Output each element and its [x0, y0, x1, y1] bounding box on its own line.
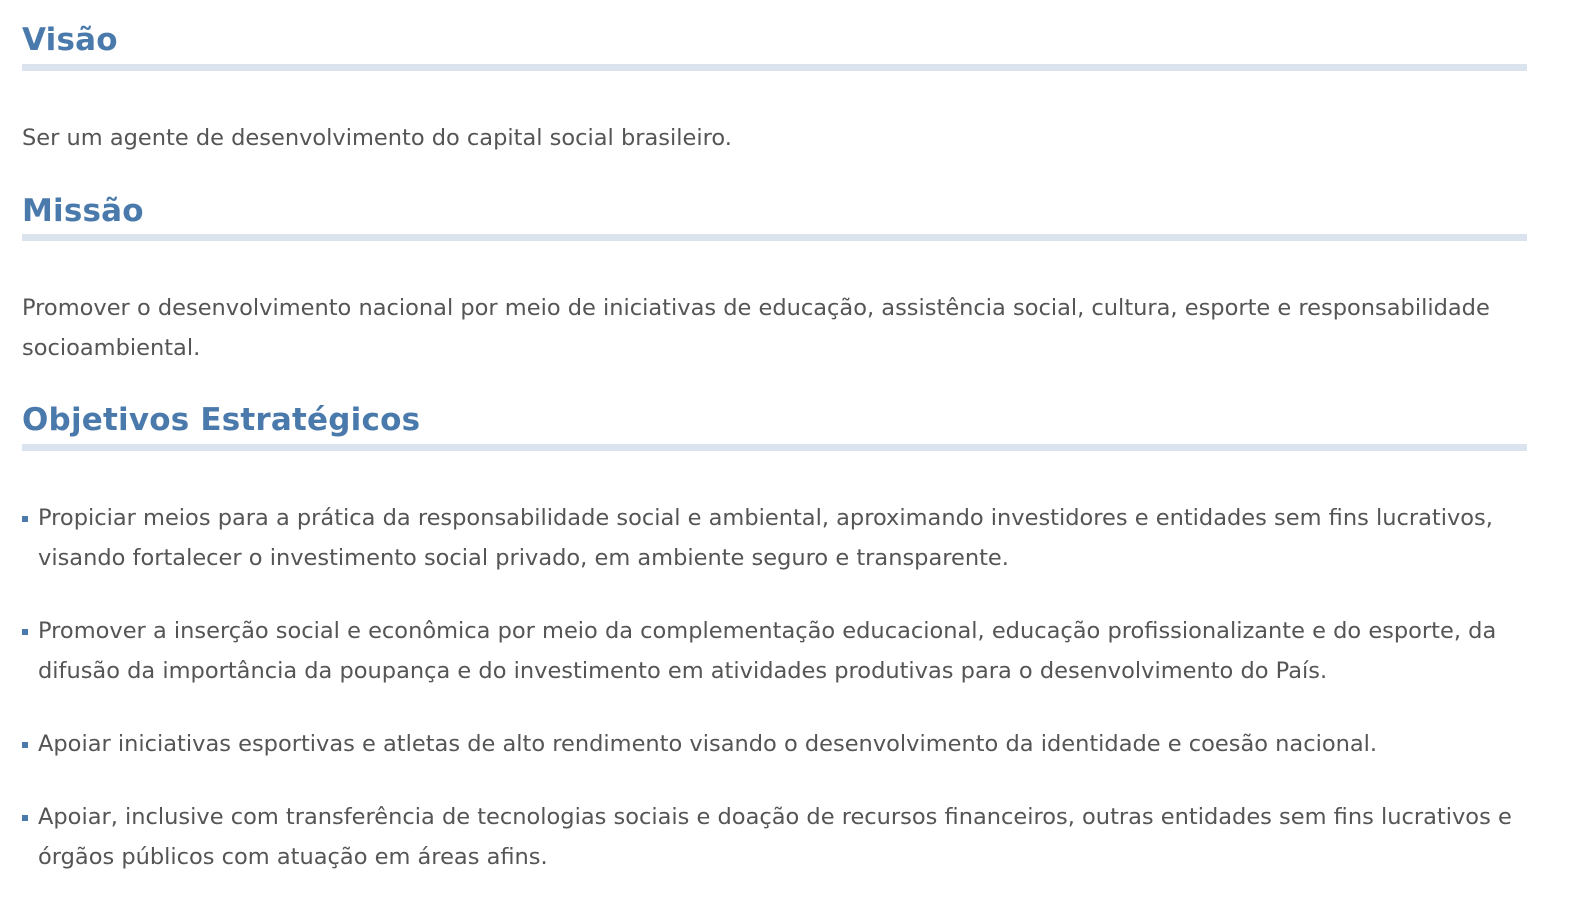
objective-text: Apoiar, inclusive com transferência de tecnologias sociais e doação de recursos financeiros, outras entidades sem fins lucrativos e órgãos públicos com atuação em áreas afins. — [38, 804, 1512, 870]
objective-text: Apoiar iniciativas esportivas e atletas de alto rendimento visando o desenvolvimento da identidade e coesão nacional. — [38, 731, 1378, 757]
square-bullet-icon — [22, 516, 28, 522]
mission-heading-rule — [22, 234, 1527, 241]
list-item — [22, 498, 1522, 578]
list-item — [22, 724, 1522, 764]
objective-text: Promover a inserção social e econômica por meio da complementação educacional, educação profissionalizante e do esporte, da difusão da importância da poupança e do investimento em atividades produtivas para o desenvolvimento do País. — [38, 618, 1497, 684]
list-item — [22, 611, 1522, 691]
square-bullet-icon — [22, 742, 28, 748]
vision-text: Ser um agente de desenvolvimento do capital social brasileiro. — [22, 125, 732, 151]
mission-text: Promover o desenvolvimento nacional por meio de iniciativas de educação, assistência social, cultura, esporte e responsabilidade socioambiental. — [22, 295, 1490, 361]
objective-text: Propiciar meios para a prática da responsabilidade social e ambiental, aproximando investidores e entidades sem fins lucrativos, visando fortalecer o investimento social privado, em ambiente seguro e transparente. — [38, 505, 1493, 571]
mission-heading: Missão — [22, 193, 144, 229]
vision-heading-rule — [22, 64, 1527, 71]
square-bullet-icon — [22, 629, 28, 635]
objectives-heading-rule — [22, 444, 1527, 451]
vision-heading: Visão — [22, 22, 118, 58]
objectives-heading: Objetivos Estratégicos — [22, 402, 421, 438]
list-item — [22, 797, 1522, 877]
square-bullet-icon — [22, 815, 28, 821]
